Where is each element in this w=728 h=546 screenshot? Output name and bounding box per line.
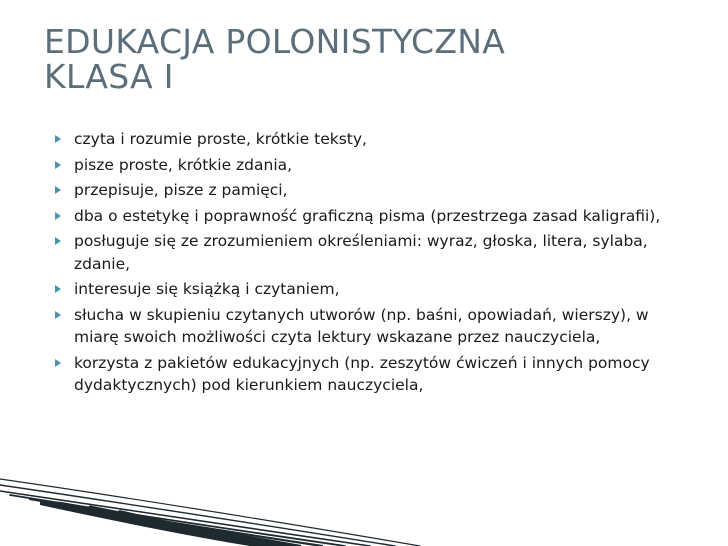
bullet-text: korzysta z pakietów edukacyjnych (np. zeszytów ćwiczeń i innych pomocy dydaktycznych) pod kierunkiem nauczyciela, [74,353,650,395]
bullet-item [52,154,682,176]
bullet-text: dba o estetykę i poprawność graficzną pisma (przestrzega zasad kaligrafii), [74,206,661,225]
bullet-item [52,179,682,201]
bullet-icon [55,311,61,319]
bullet-icon [55,285,61,293]
bullet-item [52,304,682,349]
title-line-1: EDUKACJA POLONISTYCZNA [44,22,506,61]
bullet-item [52,352,682,397]
title-line-2: KLASA I [44,57,174,96]
diagonal-lines-decoration [0,455,728,546]
bullet-text: interesuje się książką i czytaniem, [74,280,340,299]
bullet-list [52,128,682,400]
bullet-icon [55,186,61,194]
bullet-item [52,278,682,300]
bullet-text: słucha w skupieniu czytanych utworów (np. baśni, opowiadań, wierszy), w miarę swoich możliwości czyta lektury wskazane przez nauczyciela, [74,305,649,347]
bullet-item [52,205,682,227]
bullet-item [52,128,682,150]
bullet-text: pisze proste, krótkie zdania, [74,155,293,174]
bullet-icon [55,212,61,220]
bullet-text: przepisuje, pisze z pamięci, [74,181,288,200]
slide-title [44,24,684,94]
bullet-item [52,230,682,275]
bullet-icon [55,359,61,367]
bullet-text: czyta i rozumie proste, krótkie teksty, [74,130,367,148]
bullet-icon [55,237,61,245]
bullet-icon [55,161,61,169]
bullet-icon [55,135,61,143]
bullet-text: posługuje się ze zrozumieniem określeniami: wyraz, głoska, litera, sylaba, zdanie, [74,232,648,273]
